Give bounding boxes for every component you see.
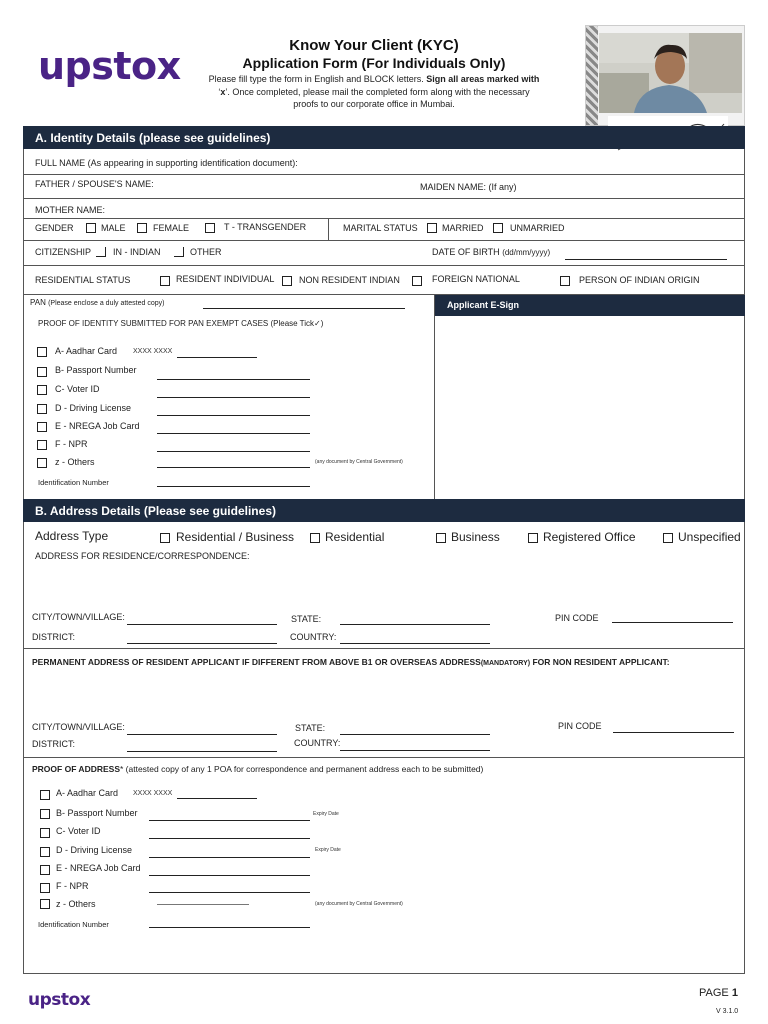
proof-identity-label: PROOF OF IDENTITY SUBMITTED FOR PAN EXEMPT CASES (Please Tick✓) — [38, 319, 324, 328]
country-field[interactable] — [340, 643, 490, 644]
state-label: STATE: — [291, 614, 322, 624]
opt-registered-checkbox[interactable] — [528, 533, 538, 543]
id-others-note: (any document by Central Government) — [315, 459, 403, 465]
opt-unspecified-checkbox[interactable] — [663, 533, 673, 543]
poa-nrega-field[interactable] — [149, 875, 310, 876]
form-subtitle: Application Form (For Individuals Only) — [242, 55, 506, 71]
poa-aadhar-mask: XXXX XXXX — [133, 790, 173, 797]
country-label: COUNTRY: — [290, 632, 337, 642]
poa-aadhar-label: A- Aadhar Card — [56, 788, 119, 798]
id-driving-checkbox[interactable] — [37, 404, 47, 414]
perm-country-field[interactable] — [340, 750, 490, 751]
page-label: PAGE 1 — [699, 987, 738, 999]
poa-id-number-field[interactable] — [149, 927, 310, 928]
poa-voter-field[interactable] — [149, 838, 310, 839]
id-aadhar-field[interactable] — [177, 357, 257, 358]
id-voter-checkbox[interactable] — [37, 385, 47, 395]
id-others-label: z - Others — [55, 457, 95, 467]
poa-npr-field[interactable] — [149, 892, 310, 893]
id-driving-field[interactable] — [157, 415, 310, 416]
resident-individual-checkbox[interactable] — [160, 276, 170, 286]
city-field[interactable] — [127, 624, 277, 625]
poa-id-number-label: Identification Number — [38, 920, 109, 929]
opt-business-label: Business — [451, 530, 500, 544]
id-nrega-checkbox[interactable] — [37, 422, 47, 432]
divider — [24, 174, 745, 175]
pan-field[interactable] — [203, 308, 405, 309]
id-npr-label: F - NPR — [55, 439, 88, 449]
married-label: MARRIED — [442, 223, 484, 233]
id-number-label: Identification Number — [38, 478, 109, 487]
id-voter-field[interactable] — [157, 397, 310, 398]
id-nrega-label: E - NREGA Job Card — [55, 421, 140, 431]
opt-unspecified-label: Unspecified — [678, 530, 741, 544]
id-nrega-field[interactable] — [157, 433, 310, 434]
applicant-photo — [599, 33, 742, 113]
esign-header: Applicant E-Sign — [435, 295, 745, 316]
unmarried-checkbox[interactable] — [493, 223, 503, 233]
photo-frame — [585, 25, 745, 126]
perm-district-label: DISTRICT: — [32, 739, 76, 749]
divider — [24, 198, 745, 199]
id-npr-field[interactable] — [157, 451, 310, 452]
poa-passport-checkbox[interactable] — [40, 809, 50, 819]
poa-voter-label: C- Voter ID — [56, 826, 101, 836]
dob-field[interactable] — [565, 259, 727, 260]
id-others-checkbox[interactable] — [37, 458, 47, 468]
divider — [24, 757, 745, 758]
poa-passport-label: B- Passport Number — [56, 808, 138, 818]
poa-nrega-label: E - NREGA Job Card — [56, 863, 141, 873]
perm-pin-field[interactable] — [613, 732, 734, 733]
id-npr-checkbox[interactable] — [37, 440, 47, 450]
address-corr-label: ADDRESS FOR RESIDENCE/CORRESPONDENCE: — [35, 551, 250, 561]
opt-res-business-label: Residential / Business — [176, 530, 295, 544]
section-a-header: A. Identity Details (please see guidelines) — [23, 126, 745, 149]
poa-voter-checkbox[interactable] — [40, 828, 50, 838]
father-name-label: FATHER / SPOUSE'S NAME: — [35, 179, 154, 189]
divider — [24, 240, 745, 241]
pan-label: PAN (Please enclose a duly attested copy) — [30, 298, 165, 307]
male-label: MALE — [101, 223, 126, 233]
opt-residential-checkbox[interactable] — [310, 533, 320, 543]
transgender-checkbox[interactable] — [205, 223, 215, 233]
pin-label: PIN CODE — [555, 613, 599, 623]
female-label: FEMALE — [153, 223, 190, 233]
perm-city-field[interactable] — [127, 734, 277, 735]
resident-individual-label: RESIDENT INDIVIDUAL — [176, 274, 275, 284]
maiden-name-label: MAIDEN NAME: (If any) — [420, 182, 517, 192]
pio-checkbox[interactable] — [560, 276, 570, 286]
id-others-field[interactable] — [157, 467, 310, 468]
id-number-field[interactable] — [157, 486, 310, 487]
form-title: Know Your Client (KYC) — [289, 37, 459, 54]
footer-upstox-logo: upstox — [28, 990, 91, 1010]
mother-name-label: MOTHER NAME: — [35, 205, 106, 215]
divider — [24, 265, 745, 266]
perm-pin-label: PIN CODE — [558, 721, 602, 731]
city-label: CITY/TOWN/VILLAGE: — [32, 612, 125, 622]
non-resident-label: NON RESIDENT INDIAN — [299, 275, 400, 285]
perm-state-label: STATE: — [295, 723, 326, 733]
divider — [24, 218, 745, 219]
id-voter-label: C- Voter ID — [55, 384, 100, 394]
id-passport-checkbox[interactable] — [37, 367, 47, 377]
non-resident-checkbox[interactable] — [282, 276, 292, 286]
perm-city-label: CITY/TOWN/VILLAGE: — [32, 722, 125, 732]
poa-driving-field[interactable] — [149, 857, 310, 858]
opt-registered-label: Registered Office — [543, 530, 636, 544]
divider — [24, 648, 745, 649]
unmarried-label: UNMARRIED — [510, 223, 565, 233]
poa-driving-label: D - Driving License — [56, 845, 133, 855]
perm-district-field[interactable] — [127, 751, 277, 752]
id-aadhar-mask: XXXX XXXX — [133, 348, 173, 355]
section-b-header: B. Address Details (Please see guidelines) — [23, 499, 745, 522]
state-field[interactable] — [340, 624, 490, 625]
district-label: DISTRICT: — [32, 632, 76, 642]
pio-label: PERSON OF INDIAN ORIGIN — [579, 275, 700, 285]
poa-npr-checkbox[interactable] — [40, 883, 50, 893]
permanent-address-label: PERMANENT ADDRESS OF RESIDENT APPLICANT IF DIFFERENT FROM ABOVE B1 OR OVERSEAS ADDRESS(MANDATORY) FOR NON RESIDENT APPLICANT: — [32, 657, 670, 667]
poa-passport-field[interactable] — [149, 820, 310, 821]
poa-others-checkbox[interactable] — [40, 899, 50, 909]
indian-tick-box[interactable] — [96, 247, 106, 257]
pin-field[interactable] — [612, 622, 733, 623]
address-type-label: Address Type — [35, 529, 109, 543]
foreign-national-checkbox[interactable] — [412, 276, 422, 286]
male-checkbox[interactable] — [86, 223, 96, 233]
poa-aadhar-checkbox[interactable] — [40, 790, 50, 800]
opt-business-checkbox[interactable] — [436, 533, 446, 543]
id-passport-field[interactable] — [157, 379, 310, 380]
divider — [328, 218, 329, 240]
poa-aadhar-field[interactable] — [177, 798, 257, 799]
instructions: Please fill type the form in English and BLOCK letters. Sign all areas marked with ‘x’. Once completed, please mail the completed form along with the necessary proofs to our corporate office in Mumbai. — [208, 74, 540, 109]
foreign-national-label: FOREIGN NATIONAL — [432, 274, 520, 284]
proof-of-address-label: PROOF OF ADDRESS* (attested copy of any 1 POA for correspondence and permanent address each to be submitted) — [32, 764, 484, 774]
residential-status-label: RESIDENTIAL STATUS — [35, 275, 131, 285]
perm-country-label: COUNTRY: — [294, 738, 341, 748]
poa-others-label: z - Others — [56, 899, 96, 909]
poa-npr-label: F - NPR — [56, 881, 89, 891]
transgender-label: T - TRANSGENDER — [224, 222, 307, 232]
poa-others-field[interactable] — [157, 904, 249, 905]
poa-passport-expiry: Expiry Date — [313, 811, 339, 817]
dob-label: DATE OF BIRTH (dd/mm/yyyy) — [432, 247, 551, 257]
opt-residential-label: Residential — [325, 530, 385, 544]
in-indian-label: IN - INDIAN — [113, 247, 161, 257]
poa-nrega-checkbox[interactable] — [40, 865, 50, 875]
other-label: OTHER — [190, 247, 222, 257]
poa-driving-checkbox[interactable] — [40, 847, 50, 857]
female-checkbox[interactable] — [137, 223, 147, 233]
version-label: V 3.1.0 — [716, 1008, 739, 1015]
photo-border-strip — [586, 26, 598, 125]
id-driving-label: D - Driving License — [55, 403, 132, 413]
gender-label: GENDER — [35, 223, 74, 233]
opt-res-business-checkbox[interactable] — [160, 533, 170, 543]
id-aadhar-checkbox[interactable] — [37, 347, 47, 357]
married-checkbox[interactable] — [427, 223, 437, 233]
id-passport-label: B- Passport Number — [55, 365, 137, 375]
perm-state-field[interactable] — [340, 734, 490, 735]
poa-others-note: (any document by Central Government) — [315, 901, 403, 907]
district-field[interactable] — [127, 643, 277, 644]
poa-driving-expiry: Expiry Date — [315, 847, 341, 853]
id-aadhar-label: A- Aadhar Card — [55, 346, 118, 356]
divider — [434, 294, 435, 499]
citizenship-label: CITIZENSHIP — [35, 247, 92, 257]
other-tick-box[interactable] — [174, 247, 184, 257]
upstox-logo: upstox — [38, 44, 181, 88]
full-name-label: FULL NAME (As appearing in supporting identification document): — [35, 158, 298, 168]
marital-status-label: MARITAL STATUS — [343, 223, 418, 233]
